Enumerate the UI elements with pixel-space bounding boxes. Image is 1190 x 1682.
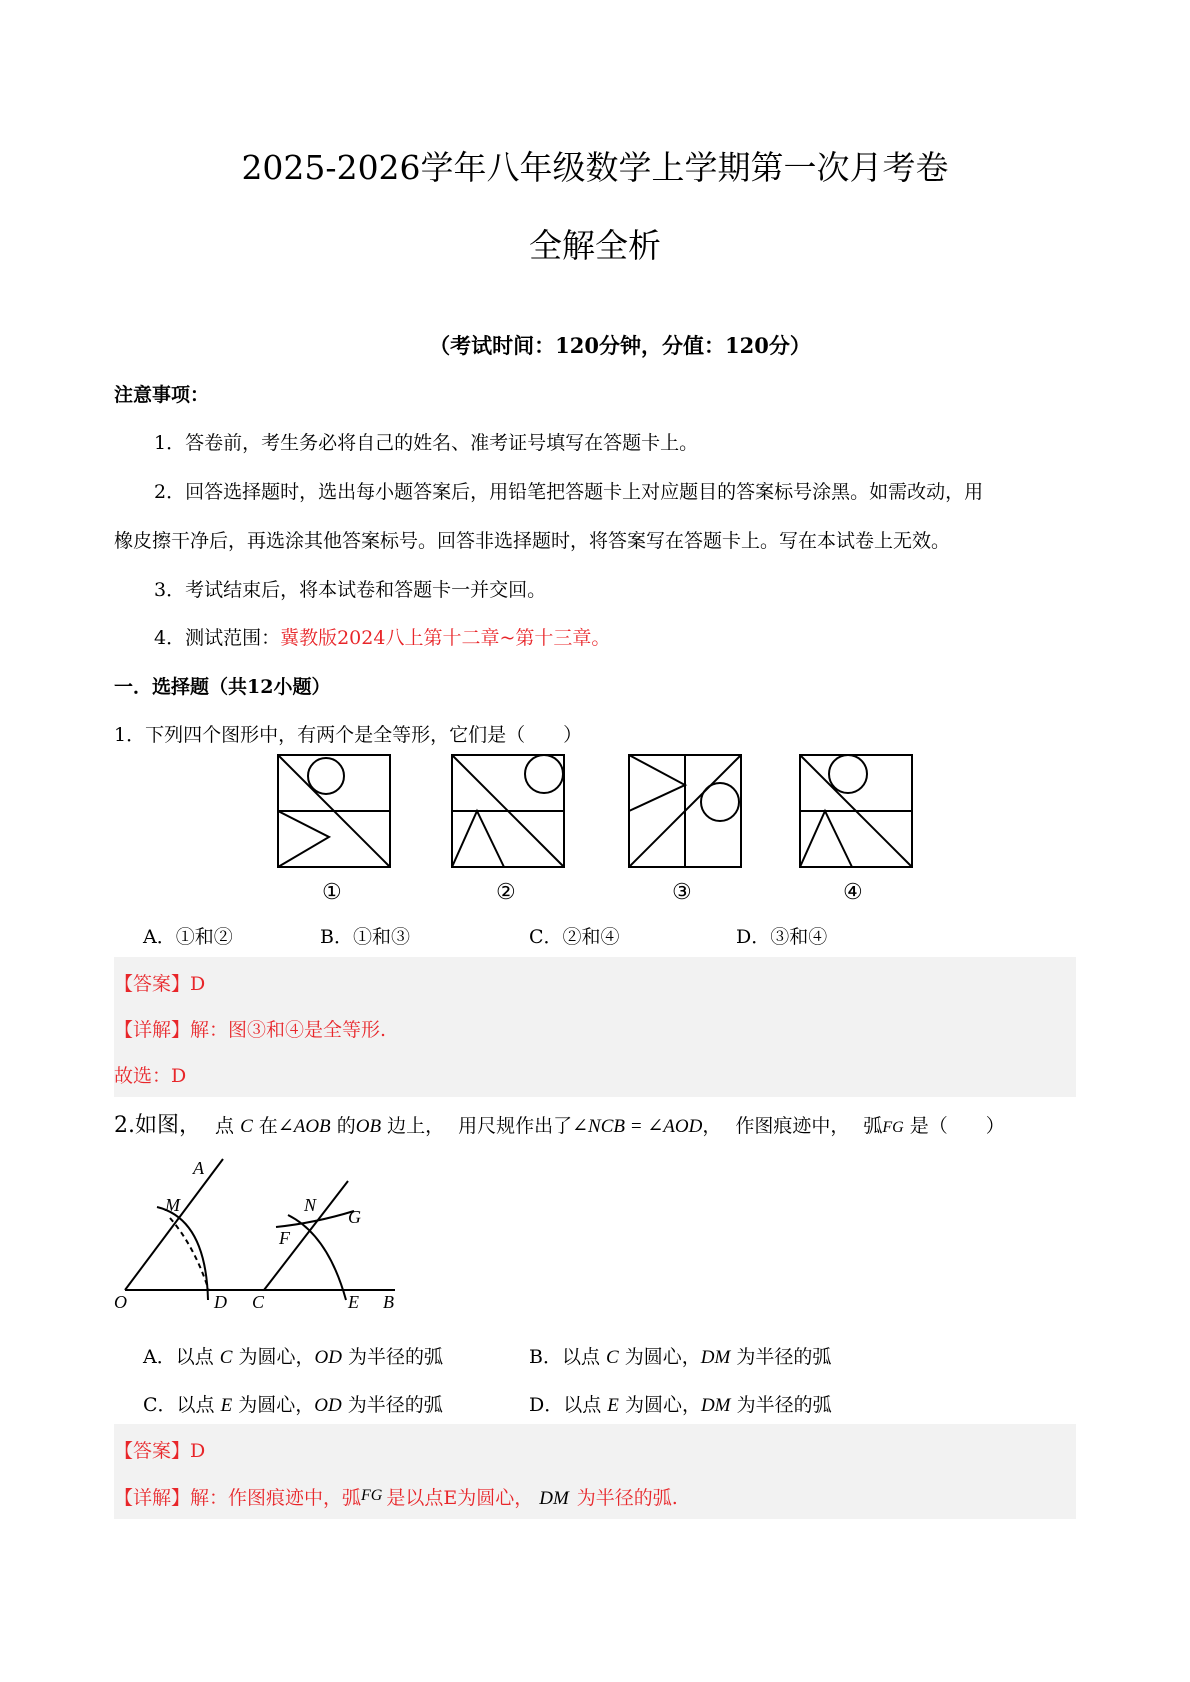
q2-number: 2.如图， — [114, 1113, 201, 1138]
q2-text: 的 — [336, 1115, 356, 1137]
notice-item-1: 1．答卷前，考生务必将自己的姓名、准考证号填写在答题卡上。 — [154, 432, 699, 454]
notice-item-4-prefix: 4．测试范围： — [154, 627, 281, 649]
q1-figure-4 — [799, 754, 913, 868]
q1-figure-2 — [451, 754, 565, 868]
answer-tag: 【答案】 — [114, 973, 191, 995]
q2-text: 边上， — [387, 1115, 445, 1137]
q2-var-aob: ∠AOB — [277, 1116, 331, 1137]
detail-tag: 【详解】 — [114, 1019, 191, 1041]
q1-answer — [114, 969, 205, 996]
q1-figure-1 — [277, 754, 391, 868]
q2-text: 是（ ） — [909, 1115, 1005, 1137]
q2-choice-d[interactable]: D．以点 E 为圆心，DM 为半径的弧 — [529, 1394, 832, 1416]
point-label-e: E — [348, 1292, 359, 1312]
detail-text: 解：图③和④是全等形. — [190, 1019, 387, 1041]
q1-choice-c[interactable]: C．②和④ — [529, 926, 620, 948]
answer-value: D — [190, 1440, 206, 1462]
test-range: 冀教版2024八上第十二章~第十三章。 — [280, 627, 611, 649]
q2-detail: 【详解】解：作图痕迹中，弧$^{FG}$ 是以点E为圆心， DM 为半径的弧. — [114, 1487, 678, 1509]
q1-figure-label-2: ② — [496, 880, 516, 905]
q2-text: 弧 — [863, 1115, 883, 1137]
point-label-g: G — [348, 1207, 361, 1227]
notice-item-4 — [154, 623, 610, 650]
page-title: 2025-2026学年八年级数学上学期第一次月考卷 — [241, 148, 949, 187]
arc-md — [157, 1207, 208, 1300]
page-subtitle: 全解全析 — [529, 226, 661, 265]
ray-oa — [125, 1159, 223, 1290]
q2-var-c: C — [240, 1116, 253, 1137]
q2-text: 点 — [215, 1115, 235, 1137]
q1-choice-a[interactable]: A．①和② — [143, 926, 233, 948]
notice-item-3: 3．考试结束后，将本试卷和答题卡一并交回。 — [154, 579, 547, 601]
point-label-b: B — [383, 1292, 394, 1312]
q2-var-ob: OB — [355, 1116, 382, 1137]
q1-detail — [114, 1015, 386, 1042]
detail-tag: 【详解】 — [114, 1487, 191, 1509]
point-label-f: F — [279, 1228, 290, 1248]
q2-var-fg: FG — [882, 1119, 904, 1136]
arc-e — [288, 1215, 346, 1300]
q2-text: 用尺规作出了 — [458, 1115, 573, 1137]
q1-conclusion: 故选：D — [114, 1065, 187, 1087]
q1-figure-label-4: ④ — [843, 880, 863, 905]
point-label-a: A — [193, 1158, 204, 1178]
point-label-n: N — [304, 1195, 317, 1215]
question-2-stem — [114, 1108, 1005, 1139]
q2-text: ， — [702, 1115, 722, 1137]
q2-choice-b[interactable]: B．以点 C 为圆心，DM 为半径的弧 — [529, 1346, 832, 1368]
notice-heading: 注意事项： — [114, 384, 210, 406]
q1-choice-b[interactable]: B．①和③ — [320, 926, 410, 948]
q2-construction-figure — [110, 1155, 410, 1315]
q1-choice-d[interactable]: D．③和④ — [736, 926, 828, 948]
q2-answer — [114, 1436, 205, 1463]
point-label-m: M — [165, 1195, 180, 1215]
exam-info: （考试时间：120分钟，分值：120分） — [429, 333, 811, 358]
q2-text: 在 — [258, 1115, 278, 1137]
notice-item-2-line-2: 橡皮擦干净后，再选涂其他答案标号。回答非选择题时，将答案写在答题卡上。写在本试卷上无效。 — [114, 530, 951, 552]
notice-item-2-line-1: 2．回答选择题时，选出每小题答案后，用铅笔把答题卡上对应题目的答案标号涂黑。如需改动，用 — [154, 481, 984, 503]
q1-figure-label-1: ① — [322, 880, 342, 905]
q1-figure-label-3: ③ — [672, 880, 692, 905]
point-label-c: C — [252, 1292, 265, 1312]
point-label-d: D — [214, 1292, 227, 1312]
q2-text: 作图痕迹中， — [735, 1115, 850, 1137]
answer-value: D — [190, 973, 206, 995]
section-heading-choice: 一．选择题（共12小题） — [114, 676, 331, 698]
question-1-stem: 1．下列四个图形中，有两个是全等形，它们是（ ） — [114, 724, 583, 746]
q2-choice-a[interactable]: A．以点 C 为圆心，OD 为半径的弧 — [143, 1346, 444, 1368]
q1-figure-3 — [628, 754, 742, 868]
q2-choice-c[interactable]: C．以点 E 为圆心，OD 为半径的弧 — [143, 1394, 443, 1416]
q2-var-ncb: ∠NCB = ∠AOD — [572, 1116, 703, 1137]
answer-tag: 【答案】 — [114, 1440, 191, 1462]
point-label-o: O — [114, 1292, 127, 1312]
